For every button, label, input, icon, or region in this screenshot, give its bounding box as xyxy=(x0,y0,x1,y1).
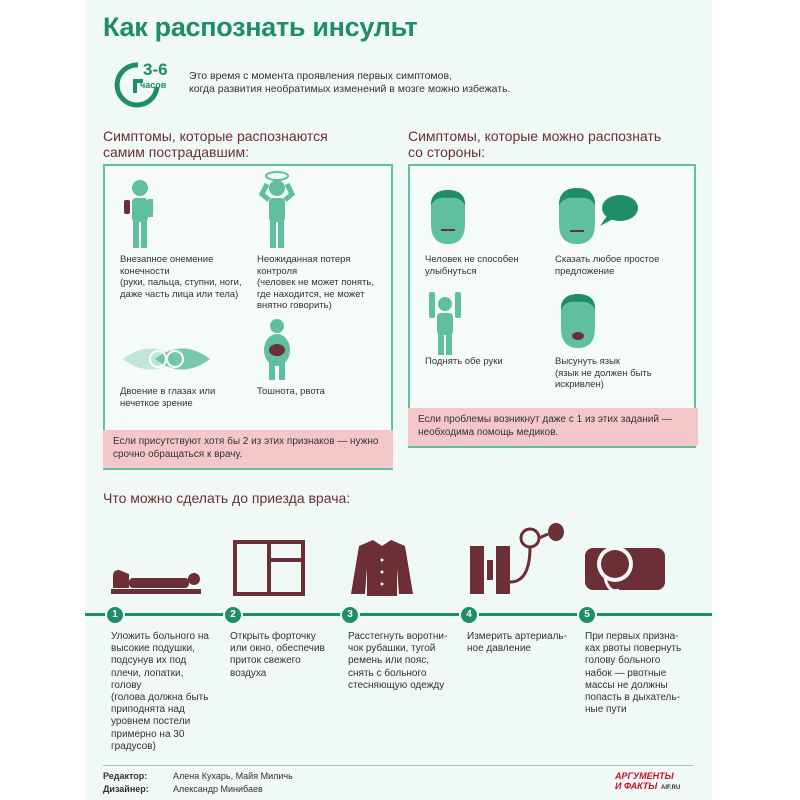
help-section-heading: Что можно сделать до приезда врача: xyxy=(103,490,351,506)
nausea-person-icon xyxy=(257,318,297,380)
svg-text:АРГУМЕНТЫ: АРГУМЕНТЫ xyxy=(615,771,674,781)
self-section-heading: Симптомы, которые распознаются самим пострадавшим: xyxy=(103,128,328,160)
shirt-icon xyxy=(349,538,415,598)
face-speech-icon xyxy=(555,186,640,246)
raise-arms-person-icon xyxy=(425,290,465,356)
self-section-note: Если присутствуют хотя бы 2 из этих признаков — нужно срочно обращаться к врачу. xyxy=(103,430,393,468)
symptom-caption-smile: Человек не способен улыбнуться xyxy=(425,254,519,277)
confused-person-icon xyxy=(257,168,297,250)
side-section-heading: Симптомы, которые можно распознать со стороны: xyxy=(408,128,662,160)
step-4-text: Измерить артериаль- ное давление xyxy=(467,631,567,655)
step-1-text: Уложить больного на высокие подушки, подсунув их под плечи, лопатки, голову (голова должна быть приподнята над уровнем постели примерно на 30 градусов) xyxy=(111,631,209,752)
symptom-caption-vision: Двоение в глазах или нечеткое зрение xyxy=(120,386,216,409)
infographic xyxy=(85,0,712,800)
step-2-text: Открыть форточку или окно, обеспечив приток свежего воздуха xyxy=(230,631,325,679)
symptom-caption-tongue: Высунуть язык (язык не должен быть искривлен) xyxy=(555,356,652,390)
step-1-marker: 1 xyxy=(107,607,123,623)
intro-text: Это время с момента проявления первых симптомов, когда развития необратимых изменений в мозге можно избежать. xyxy=(189,70,511,95)
blood-pressure-monitor-icon xyxy=(468,522,568,598)
svg-text:И ФАКТЫ: И ФАКТЫ xyxy=(615,781,658,791)
window-icon xyxy=(233,540,305,596)
symptom-caption-speak: Сказать любое простое предложение xyxy=(555,254,660,277)
page-title: Как распознать инсульт xyxy=(103,12,418,42)
symptom-caption-control: Неожиданная потеря контроля (человек не может понять, где находится, не может внятно говорить) xyxy=(257,254,374,311)
clock-icon xyxy=(111,57,171,109)
double-vision-eyes-icon xyxy=(120,340,215,378)
step-3-text: Расстегнуть воротни- чок рубашки, тугой ремень или пояс, снять с больного стесняющую одежду xyxy=(348,631,448,691)
step-2-marker: 2 xyxy=(225,607,241,623)
vomiting-person-icon xyxy=(585,540,665,598)
symptom-caption-numbness: Внезапное онемение конечности (руки, пальца, ступни, ноги, даже часть лица или тела) xyxy=(120,254,242,300)
face-tongue-icon xyxy=(555,292,601,350)
step-5-marker: 5 xyxy=(579,607,595,623)
aif-logo xyxy=(613,770,693,796)
steps-timeline xyxy=(85,613,712,616)
clock-unit: часов xyxy=(140,80,167,90)
face-no-smile-icon xyxy=(425,188,471,246)
footer-divider xyxy=(103,765,693,766)
editor-credit: Редактор: Алена Кухарь, Майя Миличь xyxy=(103,771,293,781)
symptom-caption-arms: Поднять обе руки xyxy=(425,356,503,367)
svg-text:AIF.RU: AIF.RU xyxy=(661,785,681,791)
step-3-marker: 3 xyxy=(342,607,358,623)
step-4-marker: 4 xyxy=(461,607,477,623)
designer-credit: Дизайнер: Александр Минибаев xyxy=(103,784,263,794)
symptom-caption-nausea: Тошнота, рвота xyxy=(257,386,325,397)
lying-person-icon xyxy=(111,568,201,596)
step-5-text: При первых призна- ках рвоты повернуть голову больного набок — рвотные массы не должны попасть в дыхатель- ные пути xyxy=(585,631,682,716)
arm-numb-person-icon xyxy=(120,178,160,250)
side-section-note: Если проблемы возникнут даже с 1 из этих заданий — необходима помощь медиков. xyxy=(408,408,698,446)
clock-hours: 3-6 xyxy=(143,60,168,79)
